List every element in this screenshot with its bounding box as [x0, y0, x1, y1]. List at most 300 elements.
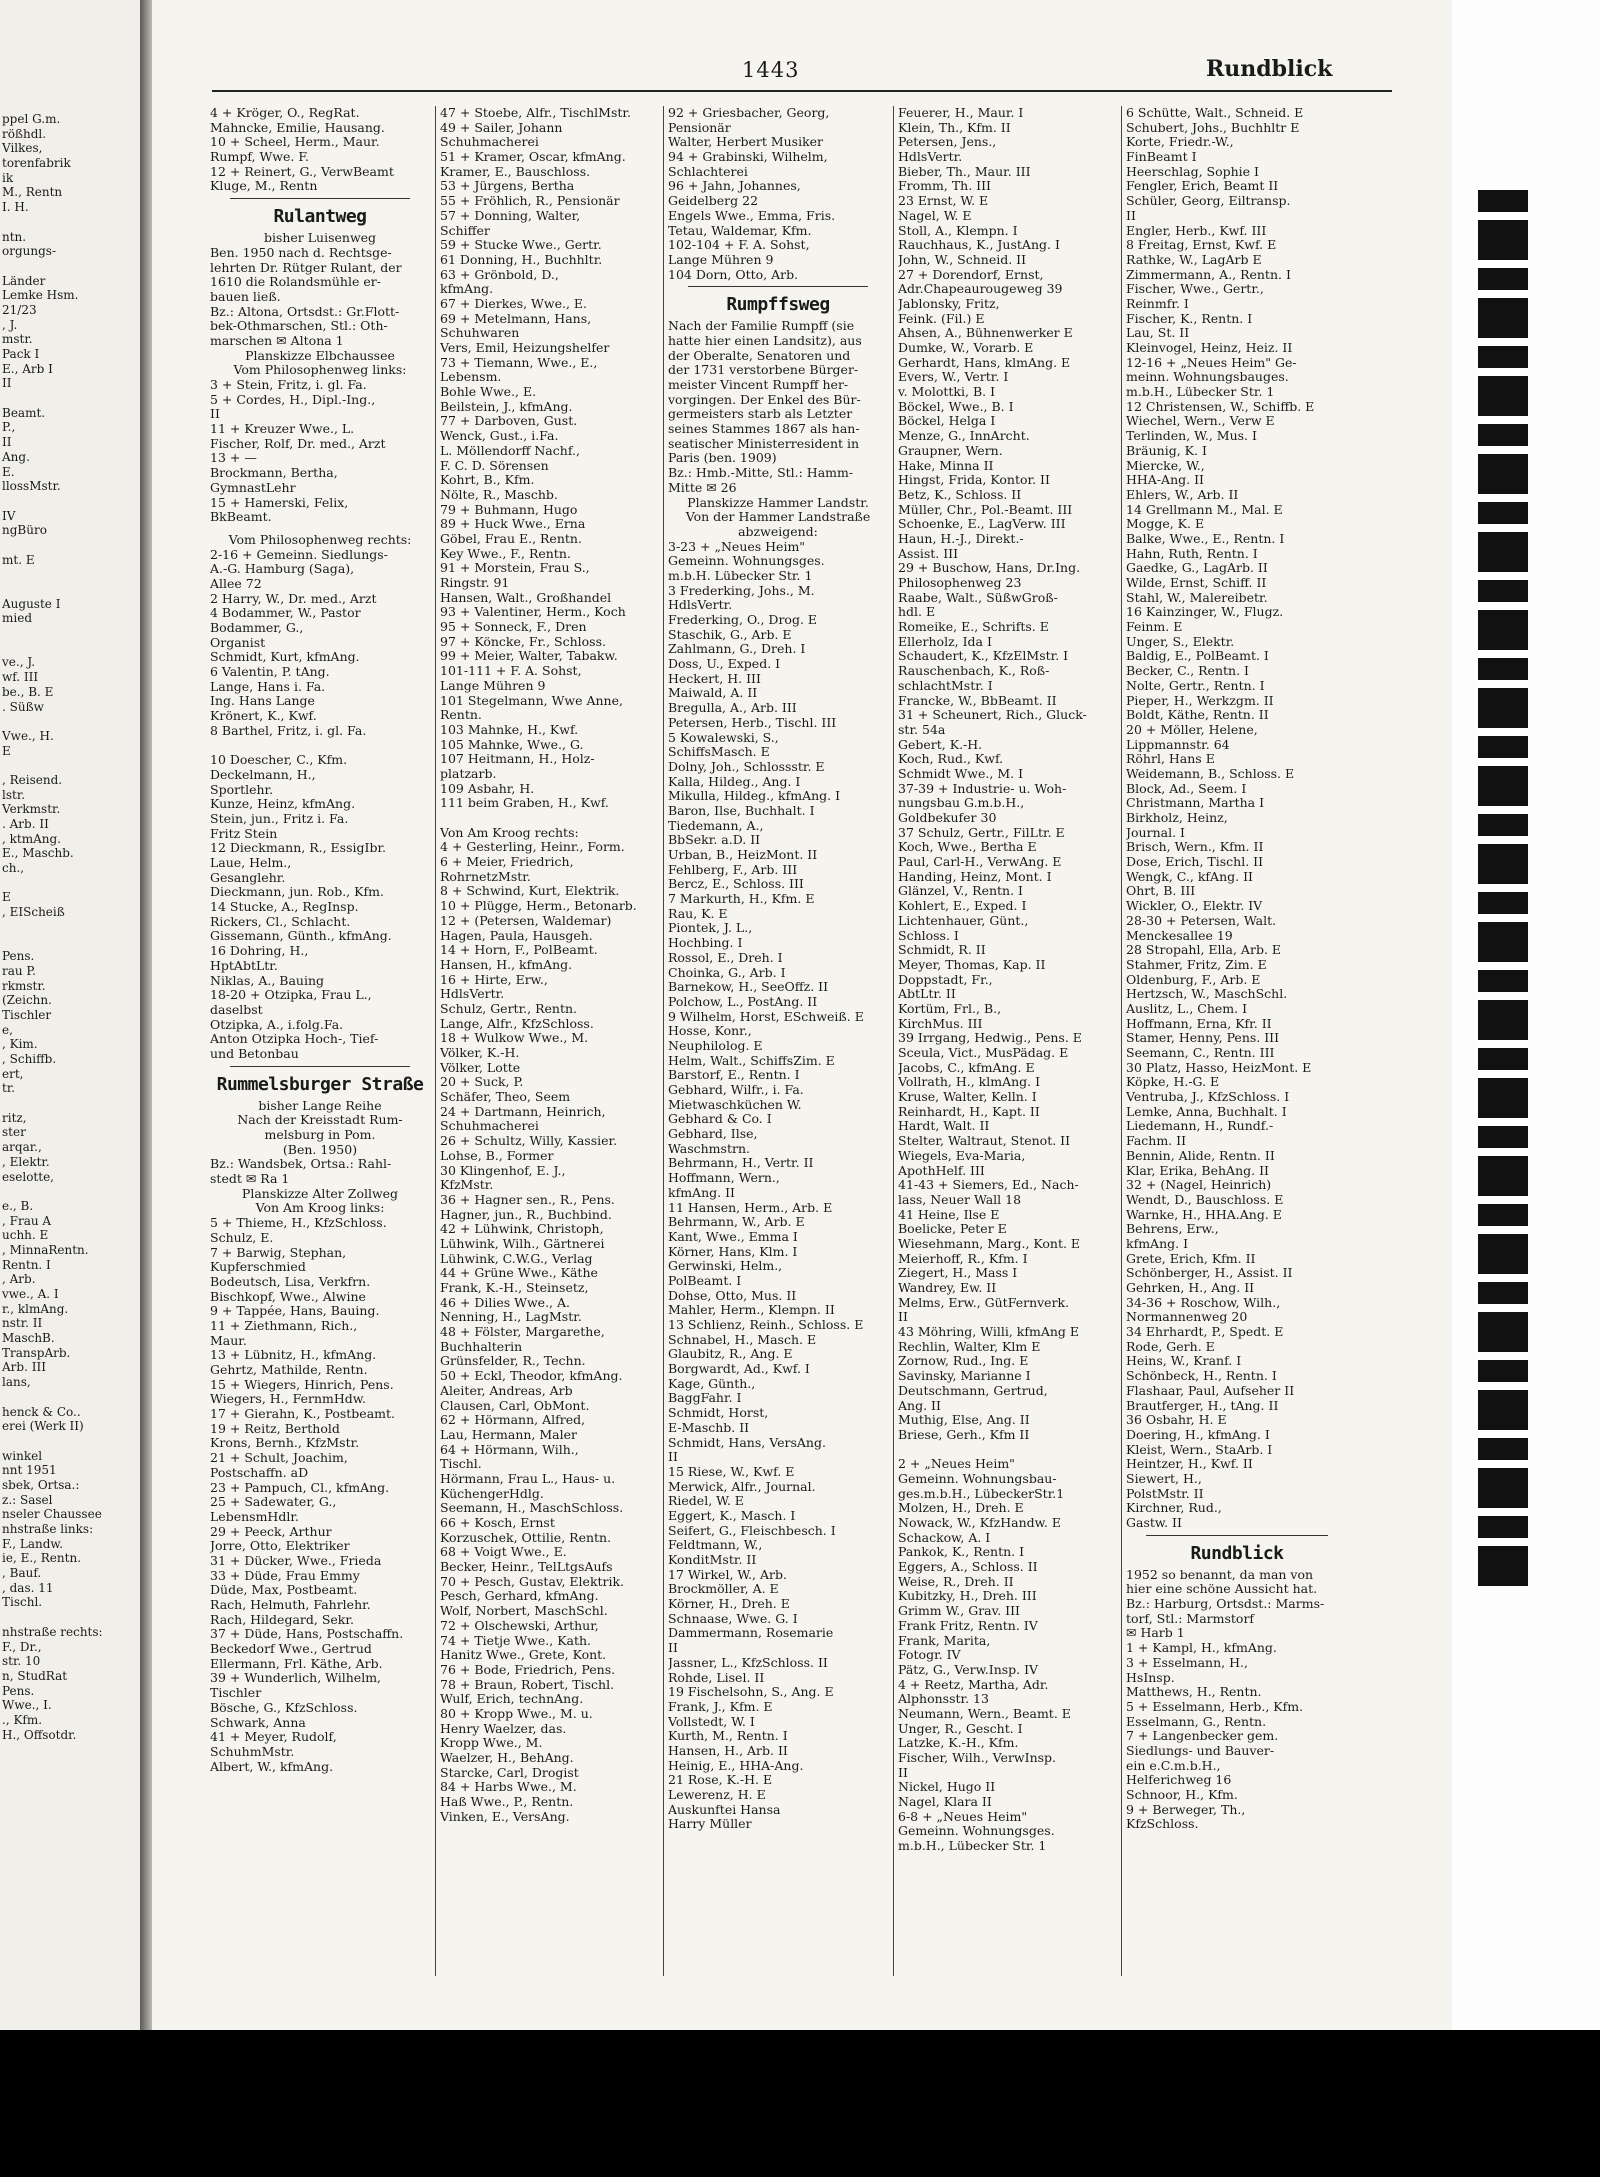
directory-entry: Briese, Gerh., Kfm II: [898, 1427, 1030, 1442]
directory-entry: 7 + Langenbecker gem.: [1126, 1729, 1279, 1744]
directory-entry: Stamer, Henny, Pens. III: [1126, 1031, 1280, 1046]
directory-entry: 19 + Reitz, Berthold: [210, 1421, 340, 1436]
directory-entry: Bz.: Altona, Ortsdst.: Gr.Flott-: [210, 304, 400, 319]
left-page-fragment: TranspArb.: [2, 1345, 71, 1360]
directory-entry: Neuphilolog. E: [668, 1038, 763, 1053]
directory-entry: Jablonsky, Fritz,: [898, 296, 1000, 311]
directory-entry: Lange, Alfr., KfzSchloss.: [440, 1016, 594, 1031]
directory-entry: 2-16 + Gemeinn. Siedlungs-: [210, 547, 388, 562]
map-reference: Planskizze Alter Zollweg: [241, 1186, 399, 1201]
directory-entry: BbSekr. a.D. II: [668, 833, 761, 848]
directory-entry: Zornow, Rud., Ing. E: [898, 1354, 1029, 1369]
directory-entry: Kruse, Walter, Kelln. I: [898, 1090, 1037, 1105]
directory-entry: Seemann, C., Rentn. III: [1126, 1046, 1275, 1060]
directory-entry: Allee 72: [210, 576, 262, 591]
left-page-fragment: e., B.: [2, 1198, 34, 1213]
left-page-fragment: nhstraße rechts:: [2, 1624, 103, 1639]
directory-entry: 77 + Darboven, Gust.: [440, 414, 578, 429]
left-page-fragment: [2, 935, 140, 950]
directory-entry: HdlsVertr.: [668, 598, 733, 613]
directory-entry: 9 Wilhelm, Horst, ESchweiß. E: [668, 1009, 864, 1024]
left-page-fragment: , MinnaRentn.: [2, 1242, 89, 1257]
column-divider: [1121, 106, 1122, 1976]
column-2: [440, 106, 658, 2006]
directory-entry: Göbel, Frau E., Rentn.: [440, 531, 582, 546]
directory-entry: Völker, Lotte: [440, 1060, 521, 1075]
directory-entry: Gebhard & Co. I: [668, 1112, 772, 1127]
directory-entry: str. 54a: [898, 722, 946, 737]
directory-entry: Clausen, Carl, ObMont.: [440, 1398, 590, 1413]
left-page-fragment: rkmstr.: [2, 978, 46, 993]
directory-entry: 5 Kowalewski, S.,: [668, 730, 779, 745]
directory-entry: 94 + Grabinski, Wilhelm,: [668, 150, 828, 165]
directory-entry: Unger, S., Elektr.: [1126, 634, 1235, 649]
left-page-fragment: ie, E., Rentn.: [2, 1551, 82, 1566]
directory-entry: Balke, Wwe., E., Rentn. I: [1126, 531, 1285, 546]
directory-entry: Bodeutsch, Lisa, Verkfrn.: [210, 1274, 371, 1289]
directory-entry: Hosse, Konr.,: [668, 1024, 752, 1039]
directory-entry: Heins, W., Kranf. I: [1126, 1354, 1242, 1369]
left-page-fragment: nhstraße links:: [2, 1522, 94, 1536]
directory-entry: Stahl, W., Malereibetr.: [1126, 590, 1268, 605]
directory-entry: Vollrath, H., klmAng. I: [898, 1075, 1041, 1090]
directory-entry: Lange, Hans i. Fa.: [210, 679, 326, 694]
left-page-fragment: IV: [2, 508, 16, 523]
left-page-fragment: [2, 391, 140, 406]
directory-entry: Block, Ad., Seem. I: [1126, 781, 1247, 796]
directory-entry: 51 + Kramer, Oscar, kfmAng.: [440, 150, 626, 165]
directory-entry: 93 + Valentiner, Herm., Koch: [440, 605, 626, 620]
directory-entry: Deckelmann, H.,: [210, 767, 316, 782]
directory-entry: 17 Wirkel, W., Arb.: [668, 1567, 787, 1582]
directory-entry: 6 + Meier, Friedrich,: [440, 855, 574, 870]
directory-entry: Esselmann, G., Rentn.: [1126, 1714, 1267, 1729]
directory-entry: Helm, Walt., SchiffsZim. E: [668, 1053, 835, 1068]
directory-entry: Lau, St. II: [1126, 326, 1190, 341]
directory-entry: Schwark, Anna: [210, 1715, 306, 1730]
directory-entry: Vom Philosophenweg links:: [233, 363, 407, 378]
directory-entry: Engels Wwe., Emma, Fris.: [668, 208, 836, 223]
directory-entry: Rumpf, Wwe. F.: [210, 150, 310, 165]
directory-entry: abzweigend:: [738, 524, 818, 539]
directory-entry: 74 + Tietje Wwe., Kath.: [440, 1633, 592, 1648]
left-page-fragment: F., Dr.,: [2, 1639, 42, 1654]
directory-entry: Schiffer: [440, 223, 490, 238]
directory-entry: lass, Neuer Wall 18: [898, 1192, 1022, 1207]
left-page-fragment: [2, 641, 140, 656]
directory-entry: Fengler, Erich, Beamt II: [1126, 179, 1279, 194]
scan-edge-marks: [1478, 190, 1528, 1590]
left-page-fragment: H., Offsotdr.: [2, 1727, 77, 1742]
directory-entry: Lemke, Anna, Buchhalt. I: [1126, 1104, 1287, 1119]
directory-entry: Lichtenhauer, Günt.,: [898, 913, 1029, 928]
directory-entry: 57 + Donning, Walter,: [440, 208, 581, 223]
directory-entry: 44 + Grüne Wwe., Käthe: [440, 1266, 598, 1281]
left-page-fragment: [2, 567, 140, 582]
directory-entry: BkBeamt.: [210, 510, 272, 525]
directory-entry: Vinken, E., VersAng.: [440, 1809, 570, 1824]
left-page-fragment: Pens.: [2, 1683, 35, 1698]
left-page-fragment: nseler Chaussee: [2, 1507, 102, 1522]
directory-entry: Matthews, H., Rentn.: [1126, 1685, 1262, 1700]
directory-entry: Schulz, E.: [210, 1230, 274, 1245]
left-page-edge: [0, 0, 143, 2030]
directory-entry: Raabe, Walt., SüßwGroß-: [898, 590, 1058, 605]
directory-entry: Brautferger, H., tAng. II: [1126, 1398, 1279, 1413]
directory-entry: 2 + „Neues Heim": [898, 1457, 1015, 1472]
page-number: 1443: [742, 58, 800, 82]
directory-entry: [440, 811, 658, 826]
left-page-fragment: mied: [2, 611, 32, 626]
directory-entry: Paul, Carl-H., VerwAng. E: [898, 855, 1062, 870]
directory-entry: Reinhardt, H., Kapt. II: [898, 1104, 1040, 1119]
directory-entry: Schmidt Wwe., M. I: [898, 766, 1024, 781]
directory-entry: Koch, Rud., Kwf.: [898, 752, 1004, 767]
left-page-fragment: M., Rentn: [2, 185, 63, 200]
left-page-fragment: ., Kfm.: [2, 1712, 43, 1727]
directory-entry: Gesanglehr.: [210, 870, 286, 885]
directory-entry: Normannenweg 20: [1126, 1310, 1248, 1325]
street-title: Rundblick: [1190, 1542, 1284, 1564]
directory-entry: Körner, H., Dreh. E: [668, 1597, 790, 1612]
left-page-fragment: Beamt.: [2, 405, 46, 420]
directory-entry: Mitte ✉ 26: [668, 480, 737, 495]
directory-entry: Feldtmann, W.,: [668, 1538, 763, 1553]
spacer: [210, 525, 430, 533]
directory-entry: 12 + Reinert, G., VerwBeamt: [210, 164, 394, 179]
running-head: Rundblick: [1206, 56, 1333, 82]
directory-entry: Heintzer, H., Kwf. II: [1126, 1457, 1253, 1472]
directory-entry: Hörmann, Frau L., Haus- u.: [440, 1471, 616, 1486]
left-page-fragment: , Arb.: [2, 1272, 36, 1287]
page-header: [152, 56, 1452, 86]
directory-entry: GymnastLehr: [210, 480, 296, 495]
left-page-fragment: arqar.,: [2, 1140, 42, 1155]
directory-entry: Ellerholz, Ida I: [898, 634, 992, 649]
directory-entry: Kupferschmied: [210, 1260, 306, 1275]
directory-entry: 11 Hansen, Herm., Arb. E: [668, 1200, 833, 1215]
directory-entry: Hansen, H., kfmAng.: [440, 957, 573, 972]
left-page-fragment: ve., J.: [2, 655, 36, 670]
left-page-fragment: ert,: [2, 1066, 24, 1081]
directory-entry: 80 + Kropp Wwe., M. u.: [440, 1706, 593, 1721]
directory-entry: Heinig, E., HHA-Ang.: [668, 1758, 804, 1773]
directory-entry: Düde, Max, Postbeamt.: [210, 1583, 358, 1598]
directory-entry: bauen ließ.: [210, 289, 281, 304]
directory-entry: Hoffmann, Erna, Kfr. II: [1126, 1016, 1272, 1031]
directory-entry: Gehrken, H., Ang. II: [1126, 1281, 1255, 1295]
left-page-fragment: vwe., A. I: [2, 1287, 59, 1301]
directory-entry: 41-43 + Siemers, Ed., Nach-: [898, 1178, 1079, 1193]
directory-entry: 4 + Kröger, O., RegRat.: [210, 106, 360, 120]
directory-entry: Boldt, Käthe, Rentn. II: [1126, 708, 1269, 723]
directory-entry: 6-8 + „Neues Heim": [898, 1809, 1028, 1824]
directory-entry: Lange Mühren 9: [668, 252, 774, 267]
directory-entry: Lange Mühren 9: [440, 678, 546, 693]
column-divider: [893, 106, 894, 1976]
directory-entry: Dammermann, Rosemarie: [668, 1626, 834, 1641]
directory-entry: Alphonsstr. 13: [898, 1692, 989, 1707]
directory-entry: Evers, W., Vertr. I: [898, 370, 1009, 385]
directory-entry: Flashaar, Paul, Aufseher II: [1126, 1383, 1295, 1398]
directory-entry: Völker, K.-H.: [440, 1046, 520, 1060]
map-reference: Planskizze Hammer Landstr.: [687, 495, 869, 510]
header-rule: [212, 90, 1392, 92]
directory-entry: 37 + Düde, Hans, Postschaffn.: [210, 1627, 404, 1642]
left-page-fragment: Vilkes,: [2, 141, 43, 156]
directory-entry: Fachm. II: [1126, 1134, 1187, 1149]
directory-entry: Feuerer, H., Maur. I: [898, 106, 1024, 120]
directory-entry: Behrens, Erw.,: [1126, 1222, 1219, 1237]
directory-entry: 3 + Esselmann, H.,: [1126, 1655, 1248, 1670]
left-page-fragment: , Schiffb.: [2, 1052, 57, 1066]
directory-entry: 1610 die Rolandsmühle er-: [210, 275, 381, 290]
directory-entry: Lewerenz, H. E: [668, 1788, 766, 1802]
directory-entry: Mietwaschküchen W.: [668, 1097, 802, 1112]
directory-entry: Melms, Erw., GütFernverk.: [898, 1295, 1070, 1310]
directory-entry: Gebert, K.-H.: [898, 737, 983, 752]
directory-entry: Stahmer, Fritz, Zim. E: [1126, 957, 1267, 972]
directory-entry: Fotogr. IV: [898, 1648, 961, 1663]
column-3: [668, 106, 888, 2006]
street-title: Rummelsburger Straße: [216, 1073, 424, 1095]
directory-entry: Frank, J., Kfm. E: [668, 1699, 773, 1714]
directory-entry: Lau, Hermann, Maler: [440, 1427, 577, 1442]
directory-entry: 24 + Dartmann, Heinrich,: [440, 1104, 606, 1119]
directory-entry: 96 + Jahn, Johannes,: [668, 179, 801, 194]
directory-entry: Kohlert, E., Exped. I: [898, 899, 1027, 914]
directory-entry: 50 + Eckl, Theodor, kfmAng.: [440, 1369, 623, 1384]
directory-entry: Eggers, A., Schloss. II: [898, 1560, 1038, 1575]
directory-entry: m.b.H., Lübecker Str. 1: [898, 1839, 1047, 1854]
directory-entry: melsburg in Pom.: [264, 1128, 376, 1142]
directory-entry: Vollstedt, W. I: [668, 1714, 755, 1729]
left-page-fragment: I. H.: [2, 200, 29, 215]
directory-entry: Rauschenbach, K., Roß-: [898, 664, 1050, 679]
left-page-fragment: lstr.: [2, 787, 26, 802]
directory-entry: ges.m.b.H., LübeckerStr.1: [898, 1486, 1065, 1501]
left-page-fragment: [2, 1096, 140, 1111]
left-page-fragment: [2, 920, 140, 935]
directory-entry: 17 + Gierahn, K., Postbeamt.: [210, 1407, 396, 1422]
directory-entry: Petersen, Herb., Tischl. III: [668, 715, 837, 730]
directory-entry: Kalla, Hildeg., Ang. I: [668, 774, 801, 789]
directory-entry: Rauchhaus, K., JustAng. I: [898, 238, 1060, 253]
directory-entry: Brockmann, Bertha,: [210, 466, 338, 481]
directory-entry: 13 + Lübnitz, H., kfmAng.: [210, 1348, 377, 1363]
directory-entry: 99 + Meier, Walter, Tabakw.: [440, 649, 618, 664]
directory-entry: v. Molottki, B. I: [898, 385, 996, 400]
directory-entry: II: [1126, 208, 1136, 223]
directory-entry: Hansen, Walt., Großhandel: [440, 590, 612, 605]
directory-entry: Gerhardt, Hans, klmAng. E: [898, 355, 1071, 370]
left-page-fragment: llossMstr.: [2, 479, 61, 494]
directory-entry: Dohse, Otto, Mus. II: [668, 1288, 797, 1303]
directory-entry: Bräunig, K. I: [1126, 443, 1207, 458]
directory-entry: Maur.: [210, 1333, 247, 1348]
directory-entry: Tischl.: [440, 1457, 482, 1472]
left-page-fragment: [2, 1184, 140, 1199]
directory-entry: 105 Mahnke, Wwe., G.: [440, 737, 584, 752]
directory-entry: Philosophenweg 23: [898, 576, 1022, 590]
directory-entry: nungsbau G.m.b.H.,: [898, 796, 1025, 811]
directory-entry: 11 + Ziethmann, Rich.,: [210, 1318, 358, 1333]
directory-entry: der Oberalte, Senatoren und: [668, 348, 851, 363]
directory-entry: SchiffsMasch. E: [668, 745, 770, 760]
directory-entry: Haß Wwe., P., Rentn.: [440, 1795, 574, 1810]
directory-entry: Bz.: Hmb.-Mitte, Stl.: Hamm-: [668, 466, 854, 481]
directory-entry: Bz.: Harburg, Ortsdst.: Marms-: [1126, 1597, 1325, 1612]
directory-entry: Auslitz, L., Chem. I: [1126, 1001, 1248, 1016]
directory-entry: 34 Ehrhardt, P., Spedt. E: [1126, 1325, 1284, 1340]
directory-entry: lehrten Dr. Rütger Rulant, der: [210, 260, 402, 275]
left-page-fragment: . Süßw: [2, 699, 44, 714]
directory-entry: 76 + Bode, Friedrich, Pens.: [440, 1662, 616, 1677]
directory-entry: Terlinden, W., Mus. I: [1126, 429, 1257, 444]
directory-entry: Schmidt, Hans, VersAng.: [668, 1435, 826, 1450]
directory-entry: Hake, Minna II: [898, 458, 994, 473]
left-page-fragment: [2, 259, 140, 274]
directory-entry: Kramer, E., Bauschloss.: [440, 164, 591, 179]
directory-entry: Gemeinn. Wohnungsges.: [668, 554, 825, 569]
directory-entry: Merwick, Alfr., Journal.: [668, 1479, 816, 1494]
directory-entry: Romeike, E., Schrifts. E: [898, 620, 1049, 635]
directory-entry: Ben. 1950 nach d. Rechtsge-: [210, 245, 392, 260]
directory-entry: Schubert, Johs., Buchhltr E: [1126, 120, 1300, 135]
directory-entry: 14 Stucke, A., RegInsp.: [210, 900, 359, 915]
directory-entry: HHA-Ang. II: [1126, 473, 1204, 488]
left-page-fragment: mstr.: [2, 332, 33, 347]
directory-entry: 9 + Tappée, Hans, Bauing.: [210, 1304, 380, 1319]
directory-entry: 39 Irrgang, Hedwig., Pens. E: [898, 1031, 1082, 1046]
directory-entry: 1 + Kampl, H., kfmAng.: [1126, 1641, 1277, 1656]
directory-entry: Ventruba, J., KfzSchloss. I: [1126, 1090, 1290, 1105]
directory-entry: der 1731 verstorbene Bürger-: [668, 363, 859, 378]
directory-entry: 3 + Stein, Fritz, i. gl. Fa.: [210, 378, 367, 392]
directory-entry: Heckert, H. III: [668, 671, 761, 686]
directory-entry: m.b.H., Lübecker Str. 1: [1126, 385, 1275, 400]
directory-entry: Heerschlag, Sophie I: [1126, 164, 1259, 179]
directory-entry: Warnke, H., HHA.Ang. E: [1126, 1207, 1282, 1222]
directory-entry: 7 Markurth, H., Kfm. E: [668, 892, 815, 907]
directory-entry: Aleiter, Andreas, Arb: [440, 1383, 573, 1398]
directory-entry: Nenning, H., LagMstr.: [440, 1310, 582, 1325]
directory-entry: Stelter, Waltraut, Stenot. II: [898, 1134, 1071, 1149]
left-page-fragment: [2, 538, 140, 553]
directory-entry: Schönberger, H., Assist. II: [1126, 1266, 1293, 1281]
directory-entry: 28-30 + Petersen, Walt.: [1126, 913, 1277, 928]
directory-entry: Schnoor, H., Kfm.: [1126, 1788, 1238, 1802]
directory-entry: Boelicke, Peter E: [898, 1222, 1007, 1237]
directory-entry: II: [210, 407, 220, 422]
section-separator: [688, 286, 868, 287]
directory-entry: Wiesehmann, Marg., Kont. E: [898, 1236, 1081, 1251]
directory-entry: Hochbing. I: [668, 936, 743, 951]
directory-entry: 42 + Lühwink, Christoph,: [440, 1222, 604, 1237]
directory-entry: Becker, C., Rentn. I: [1126, 664, 1249, 679]
directory-entry: Klein, Th., Kfm. II: [898, 120, 1011, 135]
directory-entry: Feink. (Fil.) E: [898, 311, 985, 326]
left-page-fragment: [2, 582, 140, 597]
directory-entry: Reinmfr. I: [1126, 296, 1189, 311]
directory-page: [152, 0, 1452, 2030]
directory-entry: Wickler, O., Elektr. IV: [1126, 899, 1263, 914]
directory-entry: 111 beim Graben, H., Kwf.: [440, 796, 609, 811]
directory-entry: Kleist, Wern., StaArb. I: [1126, 1442, 1273, 1457]
directory-entry: Fehlberg, F., Arb. III: [668, 862, 798, 877]
directory-entry: Hagner, jun., R., Buchbind.: [440, 1207, 612, 1222]
directory-entry: Bodammer, G.,: [210, 621, 304, 635]
left-page-fragment: Tischler: [2, 1007, 52, 1022]
directory-entry: 84 + Harbs Wwe., M.: [440, 1780, 577, 1795]
directory-entry: torf, Stl.: Marmstorf: [1126, 1611, 1255, 1626]
directory-entry: Vom Philosophenweg rechts:: [228, 532, 412, 547]
directory-entry: Glaubitz, R., Ang. E: [668, 1347, 793, 1362]
section-separator: [230, 1066, 410, 1067]
directory-entry: Rach, Helmuth, Fahrlehr.: [210, 1598, 371, 1612]
directory-entry: Menze, G., InnArcht.: [898, 429, 1030, 444]
directory-entry: 34-36 + Roschow, Wilh.,: [1126, 1295, 1281, 1310]
directory-entry: Mogge, K. E: [1126, 517, 1205, 532]
directory-entry: Siewert, H.,: [1126, 1471, 1202, 1486]
directory-entry: 15 + Wiegers, Hinrich, Pens.: [210, 1377, 394, 1392]
directory-entry: 1952 so benannt, da man von: [1126, 1567, 1314, 1582]
directory-entry: 91 + Morstein, Frau S.,: [440, 561, 590, 576]
directory-entry: Graupner, Wern.: [898, 443, 1003, 458]
directory-entry: 9 + Berweger, Th.,: [1126, 1802, 1246, 1817]
directory-entry: Köpke, H.-G. E: [1126, 1075, 1220, 1090]
street-title: Rulantweg: [273, 206, 367, 228]
directory-entry: Ellermann, Frl. Käthe, Arb.: [210, 1656, 383, 1671]
directory-entry: Albert, W., kfmAng.: [210, 1759, 334, 1774]
directory-entry: Krönert, K., Kwf.: [210, 709, 317, 724]
left-page-fragment: be., B. E: [2, 684, 54, 699]
left-page-fragment: MaschB.: [2, 1331, 55, 1346]
directory-entry: 16 Dohring, H.,: [210, 944, 309, 959]
directory-entry: 13 Schlienz, Reinh., Schloss. E: [668, 1318, 864, 1332]
directory-entry: 8 Barthel, Fritz, i. gl. Fa.: [210, 723, 367, 738]
directory-entry: F. C. D. Sörensen: [440, 458, 549, 473]
directory-entry: 79 + Buhmann, Hugo: [440, 502, 578, 517]
directory-entry: Rau, K. E: [668, 906, 728, 921]
left-page-fragment: torenfabrik: [2, 156, 71, 171]
directory-entry: 59 + Stucke Wwe., Gertr.: [440, 238, 602, 253]
directory-entry: Gemeinn. Wohnungsges.: [898, 1824, 1055, 1839]
left-page-fragment: Ang.: [2, 449, 30, 464]
street-former-name: bisher Luisenweg: [263, 231, 377, 246]
directory-entry: Lohse, B., Former: [440, 1148, 554, 1163]
left-page-fragment: wf. III: [2, 670, 39, 685]
left-page-fragment: [2, 1610, 140, 1625]
directory-entry: 21 + Schult, Joachim,: [210, 1451, 348, 1466]
directory-entry: Lühwink, Wilh., Gärtnerei: [440, 1236, 605, 1251]
left-page-fragment: , ktmAng.: [2, 831, 61, 846]
directory-entry: BaggFahr. I: [668, 1391, 742, 1406]
left-page-fragment: ngBüro: [2, 523, 47, 538]
directory-entry: 7 + Barwig, Stephan,: [210, 1245, 347, 1260]
directory-entry: Von der Hammer Landstraße: [685, 510, 871, 525]
directory-entry: Polchow, L., PostAng. II: [668, 994, 818, 1009]
directory-entry: Wolf, Norbert, MaschSchl.: [440, 1604, 608, 1619]
left-page-fragment: [2, 714, 140, 729]
directory-entry: Ziegert, H., Mass I: [898, 1266, 1018, 1281]
left-page-fragment: II: [2, 435, 12, 450]
directory-entry: Wiechel, Wern., Verw E: [1126, 414, 1275, 429]
directory-entry: Hoffmann, Wern.,: [668, 1171, 780, 1186]
directory-entry: Kunze, Heinz, kfmAng.: [210, 797, 356, 812]
directory-entry: Feinm. E: [1126, 620, 1183, 635]
directory-entry: Harry Müller: [668, 1817, 752, 1832]
